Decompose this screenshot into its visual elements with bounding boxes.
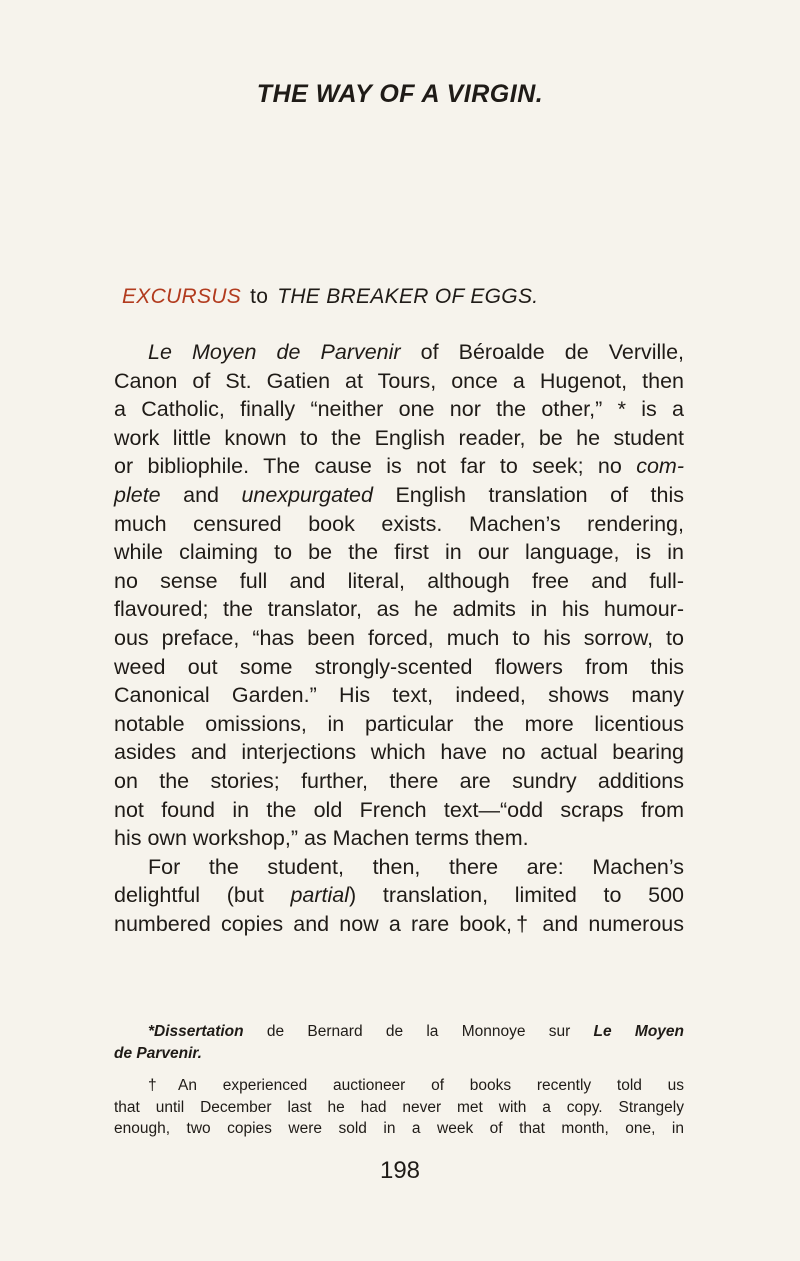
text-line: numbered copies and now a rare book,† and numerous xyxy=(114,911,684,936)
text-line: flavoured; the translator, as he admits in his humour- xyxy=(114,597,684,622)
text-fragment-italic: com- xyxy=(636,454,684,479)
book-title: Le Moyen de Parvenir xyxy=(148,340,401,364)
footnote-line: †An experienced auctioneer of books recently told us xyxy=(148,1077,684,1094)
footnote-gap xyxy=(114,1064,684,1075)
text-line: no sense full and literal, although free and full- xyxy=(114,568,684,593)
text-fragment: or bibliophile. The cause is not far to seek; no xyxy=(114,454,637,479)
text-line: on the stories; further, there are sundry additions xyxy=(114,768,684,793)
page-number: 198 xyxy=(379,1157,421,1184)
running-head: THE WAY OF A VIRGIN. xyxy=(256,80,544,108)
text-line: his own workshop,” as Machen terms them. xyxy=(114,826,529,851)
text-line: weed out some strongly-scented flowers from this xyxy=(114,654,684,679)
footnote-fragment-italic: *Dissertation xyxy=(148,1023,244,1040)
footnote-line xyxy=(114,1043,684,1065)
text-line: For the student, then, there are: Machen’s xyxy=(148,854,684,879)
heading-to: to xyxy=(250,285,269,308)
text-line: work little known to the English reader, be he student xyxy=(114,425,684,450)
body-text xyxy=(114,338,684,938)
text-line: ous preface, “has been forced, much to his sorrow, to xyxy=(114,625,684,650)
text-line: much censured book exists. Machen’s rendering, xyxy=(114,511,684,536)
footnote-fragment-italic: Le Moyen xyxy=(593,1023,684,1040)
section-heading xyxy=(122,285,538,309)
text-fragment: and xyxy=(160,482,242,507)
text-line xyxy=(114,452,684,481)
text-line xyxy=(114,881,684,910)
text-fragment-italic: partial xyxy=(290,883,350,908)
text-line: notable omissions, in particular the more licentious xyxy=(114,711,684,736)
text-fragment-italic: unexpurgated xyxy=(241,482,373,507)
text-line xyxy=(114,338,684,367)
footnotes xyxy=(114,1021,684,1140)
footnote-line: enough, two copies were sold in a week of that month, one, in xyxy=(114,1120,684,1137)
text-fragment: English translation of this xyxy=(372,482,684,507)
text-line: not found in the old French text—“odd scraps from xyxy=(114,797,684,822)
text-line: Canonical Garden.” His text, indeed, shows many xyxy=(114,683,684,708)
text-fragment-italic: plete xyxy=(114,482,161,507)
text-line xyxy=(114,481,684,510)
text-line: Canon of St. Gatien at Tours, once a Hugenot, then xyxy=(114,368,684,393)
text-fragment: of Béroalde de Verville, xyxy=(400,340,684,364)
footnote-line: that until December last he had never met with a copy. Strangely xyxy=(114,1098,684,1116)
text-line: while claiming to be the first in our language, is in xyxy=(114,540,684,565)
text-line: asides and interjections which have no actual bearing xyxy=(114,740,684,765)
heading-title: THE BREAKER OF EGGS. xyxy=(277,285,539,308)
footnote-fragment-italic: de Parvenir. xyxy=(114,1044,202,1062)
text-line: a Catholic, finally “neither one nor the other,” * is a xyxy=(114,397,684,422)
footnote-line xyxy=(114,1021,684,1043)
heading-excursus: EXCURSUS xyxy=(122,285,242,308)
footnote-fragment: de Bernard de la Monnoye sur xyxy=(243,1023,594,1040)
text-fragment: delightful (but xyxy=(114,883,291,908)
text-fragment: ) translation, limited to 500 xyxy=(349,883,684,908)
